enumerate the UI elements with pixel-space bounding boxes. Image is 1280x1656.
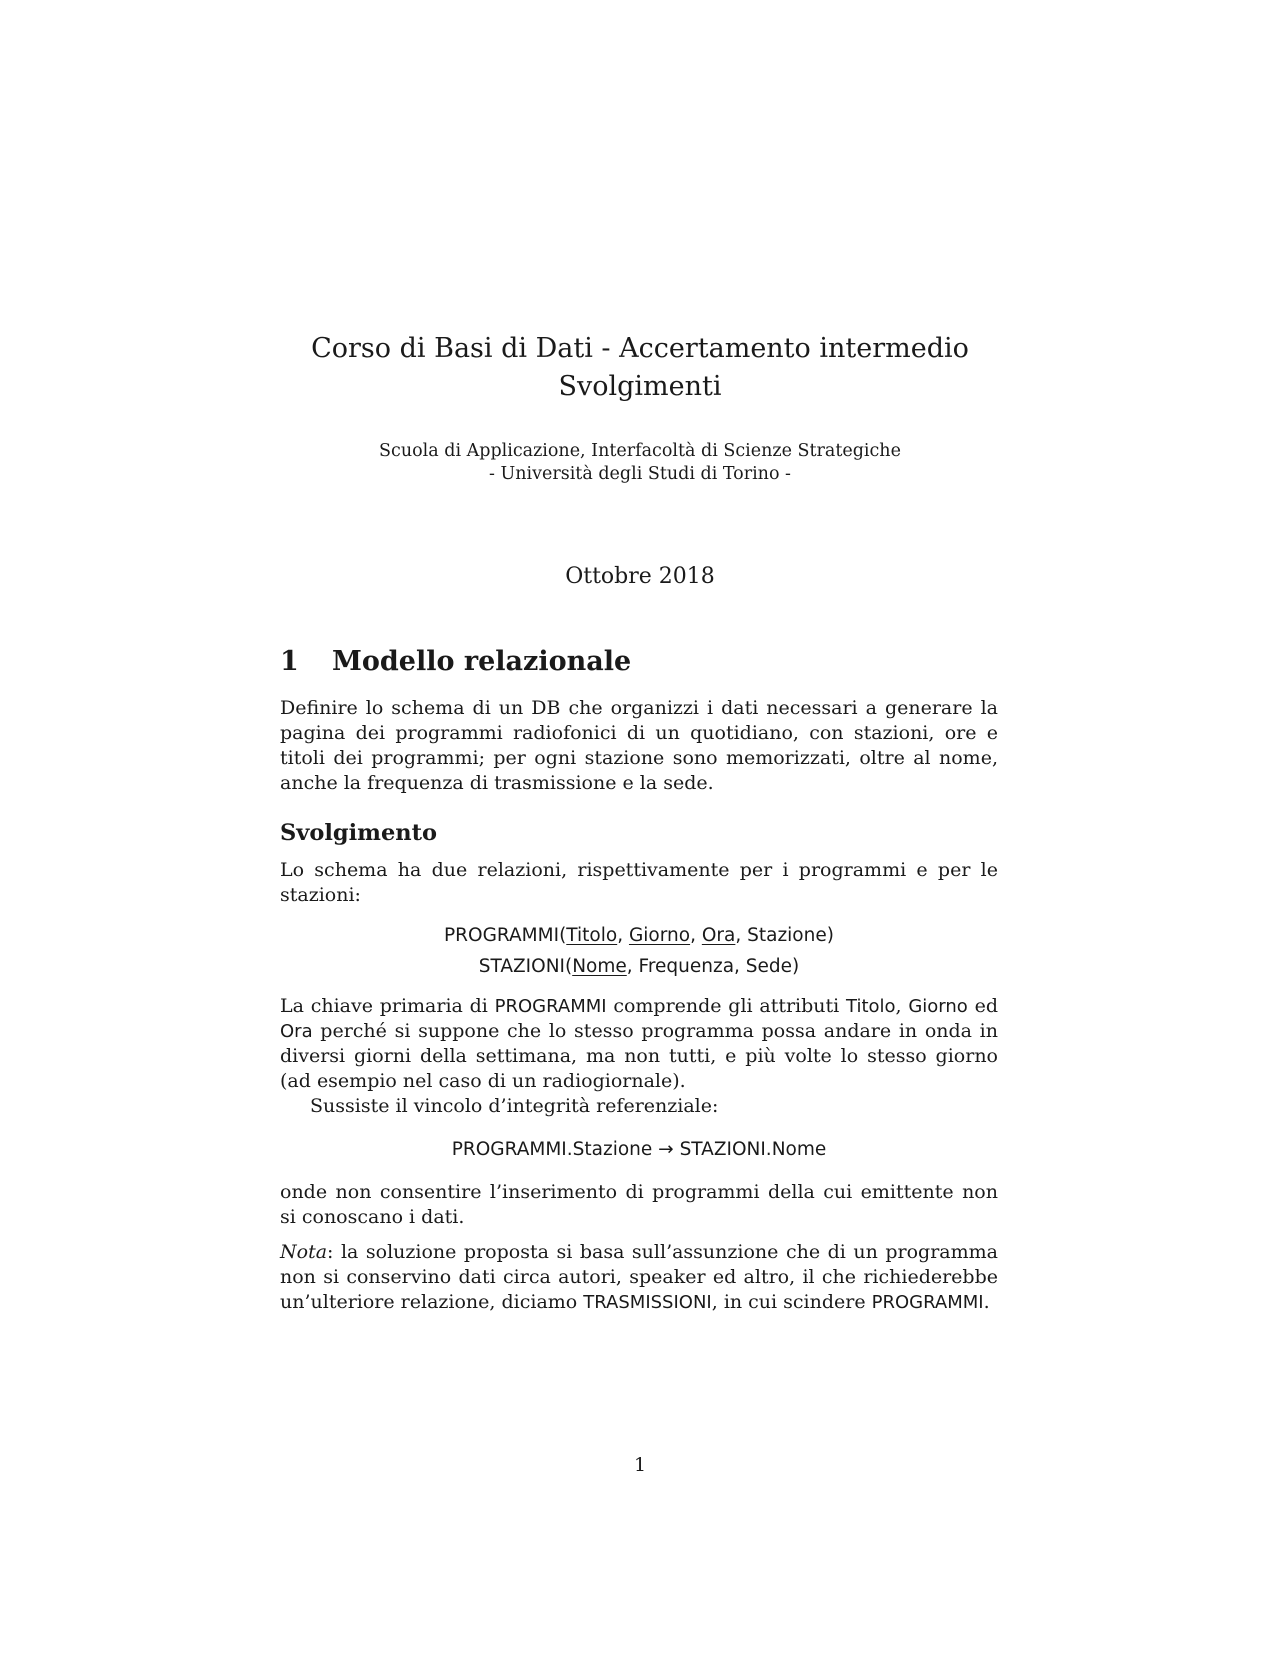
text-run: perché si suppone che lo stesso programma possa andare in onda in diversi giorni della settimana, ma non tutti, e più volte lo stesso giorno (ad esempio nel caso di un radiogiornale). — [280, 1020, 998, 1092]
section-number: 1 — [280, 646, 299, 677]
section-title: Modello relazionale — [332, 646, 632, 677]
document-date: Ottobre 2018 — [565, 564, 715, 589]
affiliation-line-2: - Università degli Studi di Torino - — [489, 464, 791, 484]
referential-constraint — [280, 1137, 998, 1162]
attribute: Sede — [745, 956, 793, 977]
subsection-heading: Svolgimento — [280, 820, 438, 846]
attribute: Stazione — [747, 925, 827, 946]
after-constraint-paragraph: onde non consentire l’inserimento di programmi della cui emittente non si conoscano i dati. — [280, 1181, 998, 1228]
document-title — [0, 330, 1280, 406]
primary-key-attr: Nome — [572, 956, 627, 977]
main-content — [280, 644, 998, 1315]
text-run: ed — [967, 995, 998, 1017]
relation-ref: PROGRAMMI — [494, 996, 607, 1017]
text-run: comprende gli attributi — [606, 995, 847, 1017]
section-intro-paragraph: Definire lo schema di un DB che organizzi i dati necessari a generare la pagina dei programmi radiofonici di un quotidiano, con stazioni, ore e titoli dei programmi; per ogni stazione sono memorizzati, oltre al nome, anche la frequenza di trasmissione e la sede. — [280, 697, 998, 794]
affiliation — [0, 440, 1280, 486]
title-line-2: Svolgimenti — [558, 371, 722, 402]
solution-lead-paragraph: Lo schema ha due relazioni, rispettivamente per i programmi e per le stazioni: — [280, 859, 998, 906]
primary-key-attr: Ora — [701, 925, 736, 946]
title-line-1: Corso di Basi di Dati - Accertamento intermedio — [311, 333, 969, 364]
text-run: La chiave primaria di — [280, 995, 495, 1017]
arrow-icon: → — [658, 1139, 674, 1160]
text-run: , — [895, 995, 909, 1017]
note-paragraph — [280, 1240, 998, 1315]
primary-key-attr: Giorno — [628, 925, 691, 946]
constraint-right: STAZIONI.Nome — [679, 1139, 827, 1160]
text-run: . — [983, 1291, 990, 1313]
affiliation-line-1: Scuola di Applicazione, Interfacoltà di Scienze Strategiche — [379, 441, 901, 461]
primary-key-attr: Titolo — [566, 925, 618, 946]
text-run: : la soluzione proposta si basa sull’assunzione che di un programma non si conservino dati circa autori, speaker ed altro, il che richiederebbe un’ulteriore relazione, diciamo — [280, 1241, 998, 1313]
attribute: Frequenza — [638, 956, 735, 977]
schema-programmi: PROGRAMMI(Titolo, Giorno, Ora, Stazione) — [444, 925, 834, 946]
text-run: , in cui scindere — [711, 1291, 872, 1313]
integrity-intro-paragraph: Sussiste il vincolo d’integrità referenziale: — [310, 1095, 719, 1117]
relation-name: STAZIONI — [478, 956, 565, 977]
page-number: 1 — [633, 1454, 647, 1476]
relation-name: PROGRAMMI — [444, 925, 560, 946]
attribute-ref: Ora — [280, 1021, 313, 1042]
schema-stazioni: STAZIONI(Nome, Frequenza, Sede) — [478, 956, 800, 977]
primary-key-paragraph — [280, 994, 998, 1094]
section-heading — [280, 644, 998, 680]
relation-ref: PROGRAMMI — [871, 1292, 984, 1313]
constraint-left: PROGRAMMI.Stazione — [451, 1139, 653, 1160]
relational-schema — [280, 920, 998, 982]
relation-ref: TRASMISSIONI — [583, 1292, 712, 1313]
note-label: Nota — [280, 1241, 328, 1263]
attribute-ref: Titolo — [846, 996, 896, 1017]
attribute-ref: Giorno — [908, 996, 968, 1017]
